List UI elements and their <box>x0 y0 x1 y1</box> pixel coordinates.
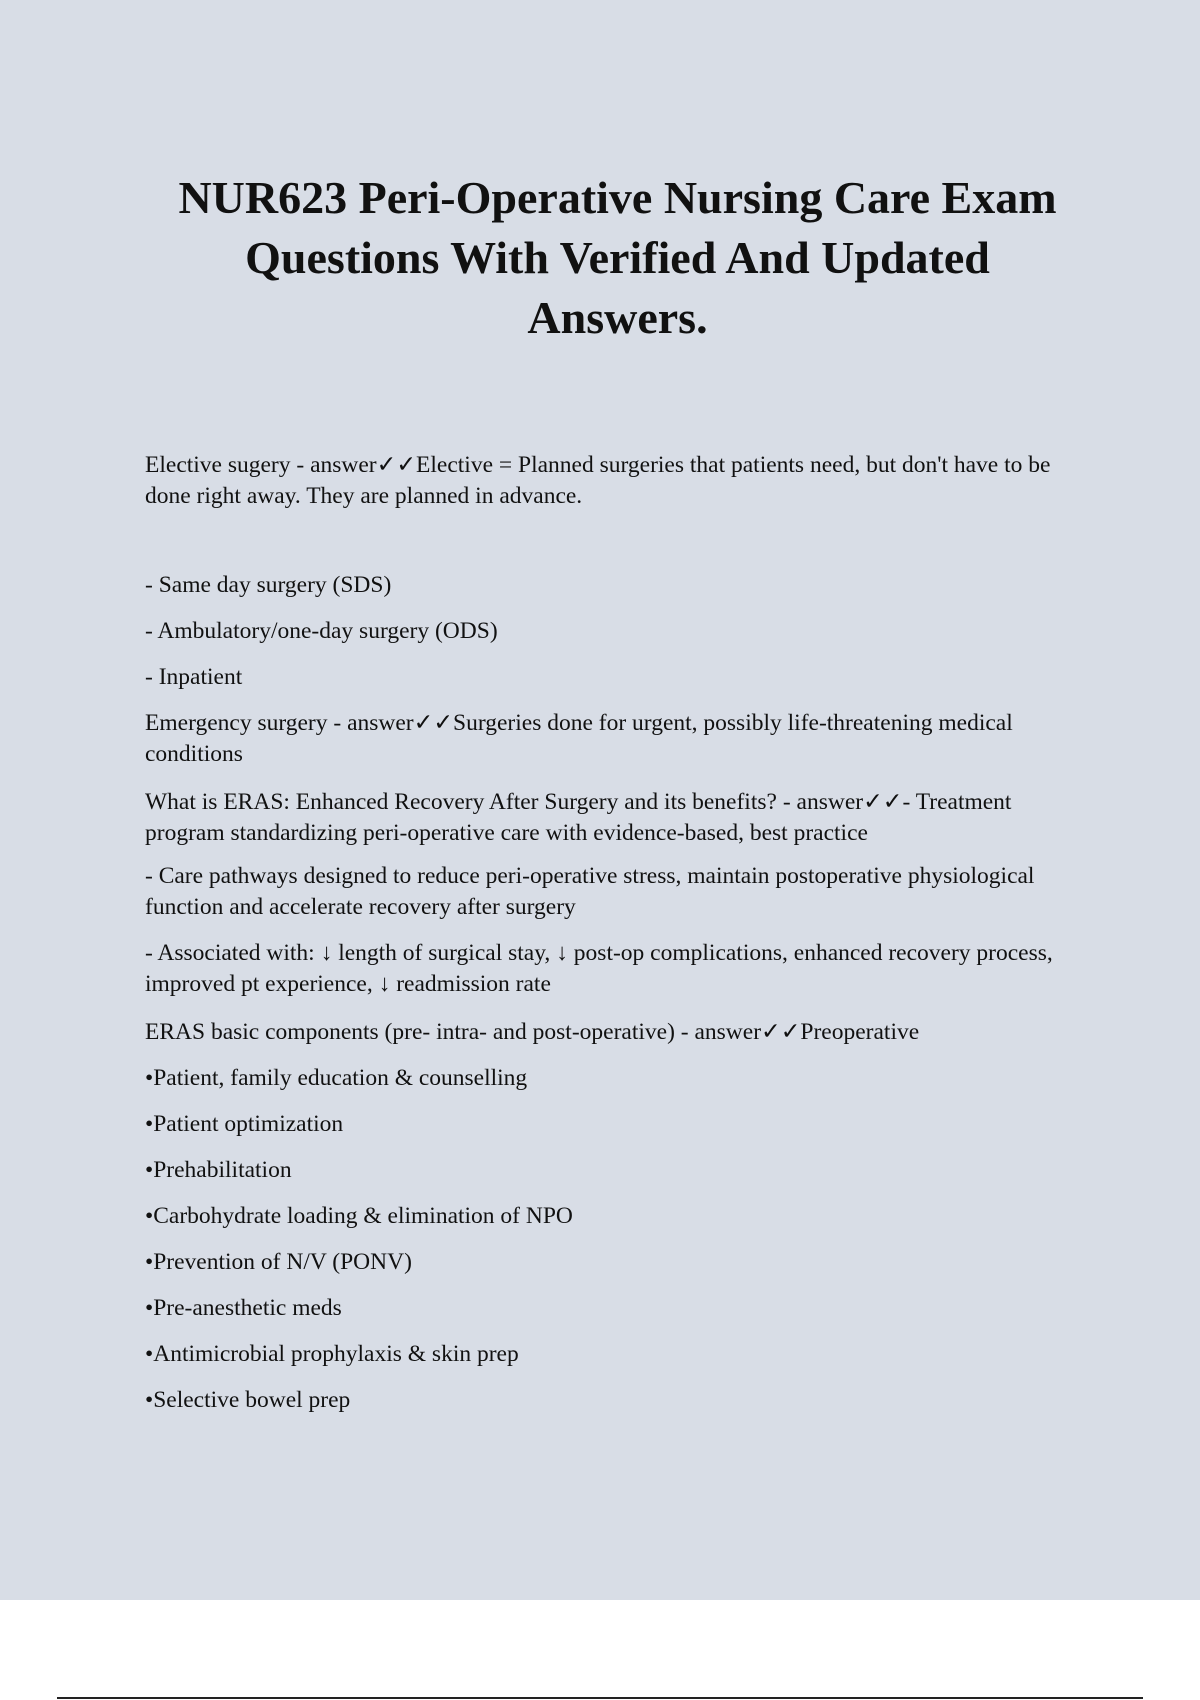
qa-eras-components: ERAS basic components (pre- intra- and post-operative) - answer✓✓Preoperative <box>145 1019 920 1045</box>
list-item-sds: - Same day surgery (SDS) <box>145 572 392 598</box>
bullet-bowel-prep: •Selective bowel prep <box>145 1387 351 1413</box>
eras-associated-with: - Associated with: ↓ length of surgical stay, ↓ post-op complications, enhanced recovery process, improved pt experience, ↓ readmission rate <box>145 940 1053 997</box>
bullet-carbohydrate-loading: •Carbohydrate loading & elimination of NPO <box>145 1203 573 1229</box>
qa-emergency-surgery: Emergency surgery - answer✓✓Surgeries done for urgent, possibly life-threatening medical conditions <box>145 710 1013 767</box>
list-item-inpatient: - Inpatient <box>145 664 243 690</box>
bullet-pre-anesthetic-meds: •Pre-anesthetic meds <box>145 1295 342 1321</box>
bullet-education: •Patient, family education & counselling <box>145 1065 528 1091</box>
list-item-ods: - Ambulatory/one-day surgery (ODS) <box>145 618 498 644</box>
eras-care-pathways: - Care pathways designed to reduce peri-operative stress, maintain postoperative physiological function and accelerate recovery after surgery <box>145 863 1035 920</box>
document-title <box>120 168 1115 348</box>
bullet-antimicrobial-prophylaxis: •Antimicrobial prophylaxis & skin prep <box>145 1341 519 1367</box>
bullet-prehabilitation: •Prehabilitation <box>145 1157 292 1183</box>
title-line-2: Questions With Verified And Updated <box>245 232 990 283</box>
qa-eras-benefits: What is ERAS: Enhanced Recovery After Surgery and its benefits? - answer✓✓- Treatment program standardizing peri-operative care with evidence-based, best practice <box>145 789 1012 846</box>
qa-elective-surgery: Elective sugery - answer✓✓Elective = Planned surgeries that patients need, but don't have to be done right away. They are planned in advance. <box>145 452 1051 509</box>
page-divider <box>57 1697 1143 1699</box>
title-line-1: NUR623 Peri-Operative Nursing Care Exam <box>178 172 1057 223</box>
title-line-3: Answers. <box>527 292 708 343</box>
bullet-optimization: •Patient optimization <box>145 1111 344 1137</box>
bullet-ponv: •Prevention of N/V (PONV) <box>145 1249 412 1275</box>
document-body <box>145 450 1085 1416</box>
